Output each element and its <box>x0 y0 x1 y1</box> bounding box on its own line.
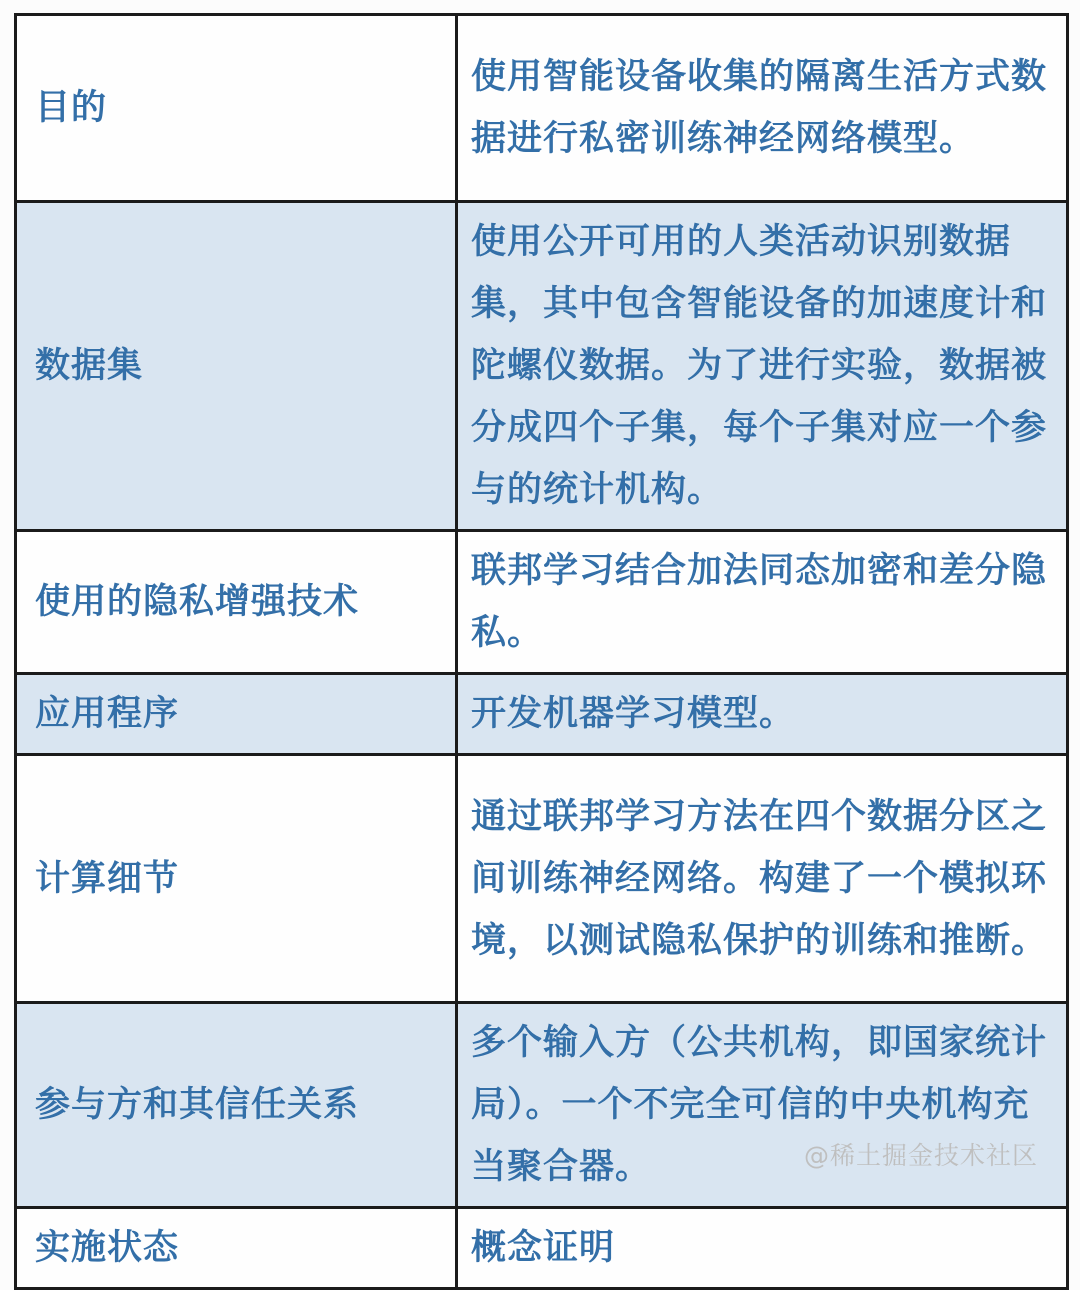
row-label-purpose: 目的 <box>35 88 108 128</box>
table-row <box>17 529 1066 672</box>
table-row <box>17 1206 1066 1287</box>
row-value-implementation-status: 概念证明 <box>455 1209 1066 1287</box>
table-row <box>17 672 1066 753</box>
table-row <box>17 1001 1066 1206</box>
row-value-parties-trust: 多个输入方（公共机构，即国家统计局）。一个不完全可信的中央机构充当聚合器。 <box>455 1004 1066 1206</box>
row-value-privacy-tech: 联邦学习结合加法同态加密和差分隐私。 <box>455 532 1066 672</box>
row-label-privacy-tech: 使用的隐私增强技术 <box>35 582 360 622</box>
row-value-computation-details: 通过联邦学习方法在四个数据分区之间训练神经网络。构建了一个模拟环境，以测试隐私保护的训练和推断。 <box>455 756 1066 1001</box>
watermark: @稀土掘金技术社区 <box>803 1141 1038 1170</box>
row-label-parties-trust: 参与方和其信任关系 <box>35 1085 360 1125</box>
row-label-computation-details: 计算细节 <box>35 858 180 899</box>
table-row <box>17 753 1066 1001</box>
row-label-dataset: 数据集 <box>35 346 144 386</box>
row-value-dataset: 使用公开可用的人类活动识别数据集，其中包含智能设备的加速度计和陀螺仪数据。为了进行实验，数据被分成四个子集，每个子集对应一个参与的统计机构。 <box>455 203 1066 529</box>
row-label-application: 应用程序 <box>35 694 180 734</box>
table-row <box>17 200 1066 529</box>
row-label-implementation-status: 实施状态 <box>35 1228 180 1268</box>
row-value-purpose: 使用智能设备收集的隔离生活方式数据进行私密训练神经网络模型。 <box>455 16 1066 200</box>
privacy-case-study-table <box>14 13 1069 1290</box>
row-value-application: 开发机器学习模型。 <box>455 675 1066 753</box>
table-row <box>17 16 1066 200</box>
